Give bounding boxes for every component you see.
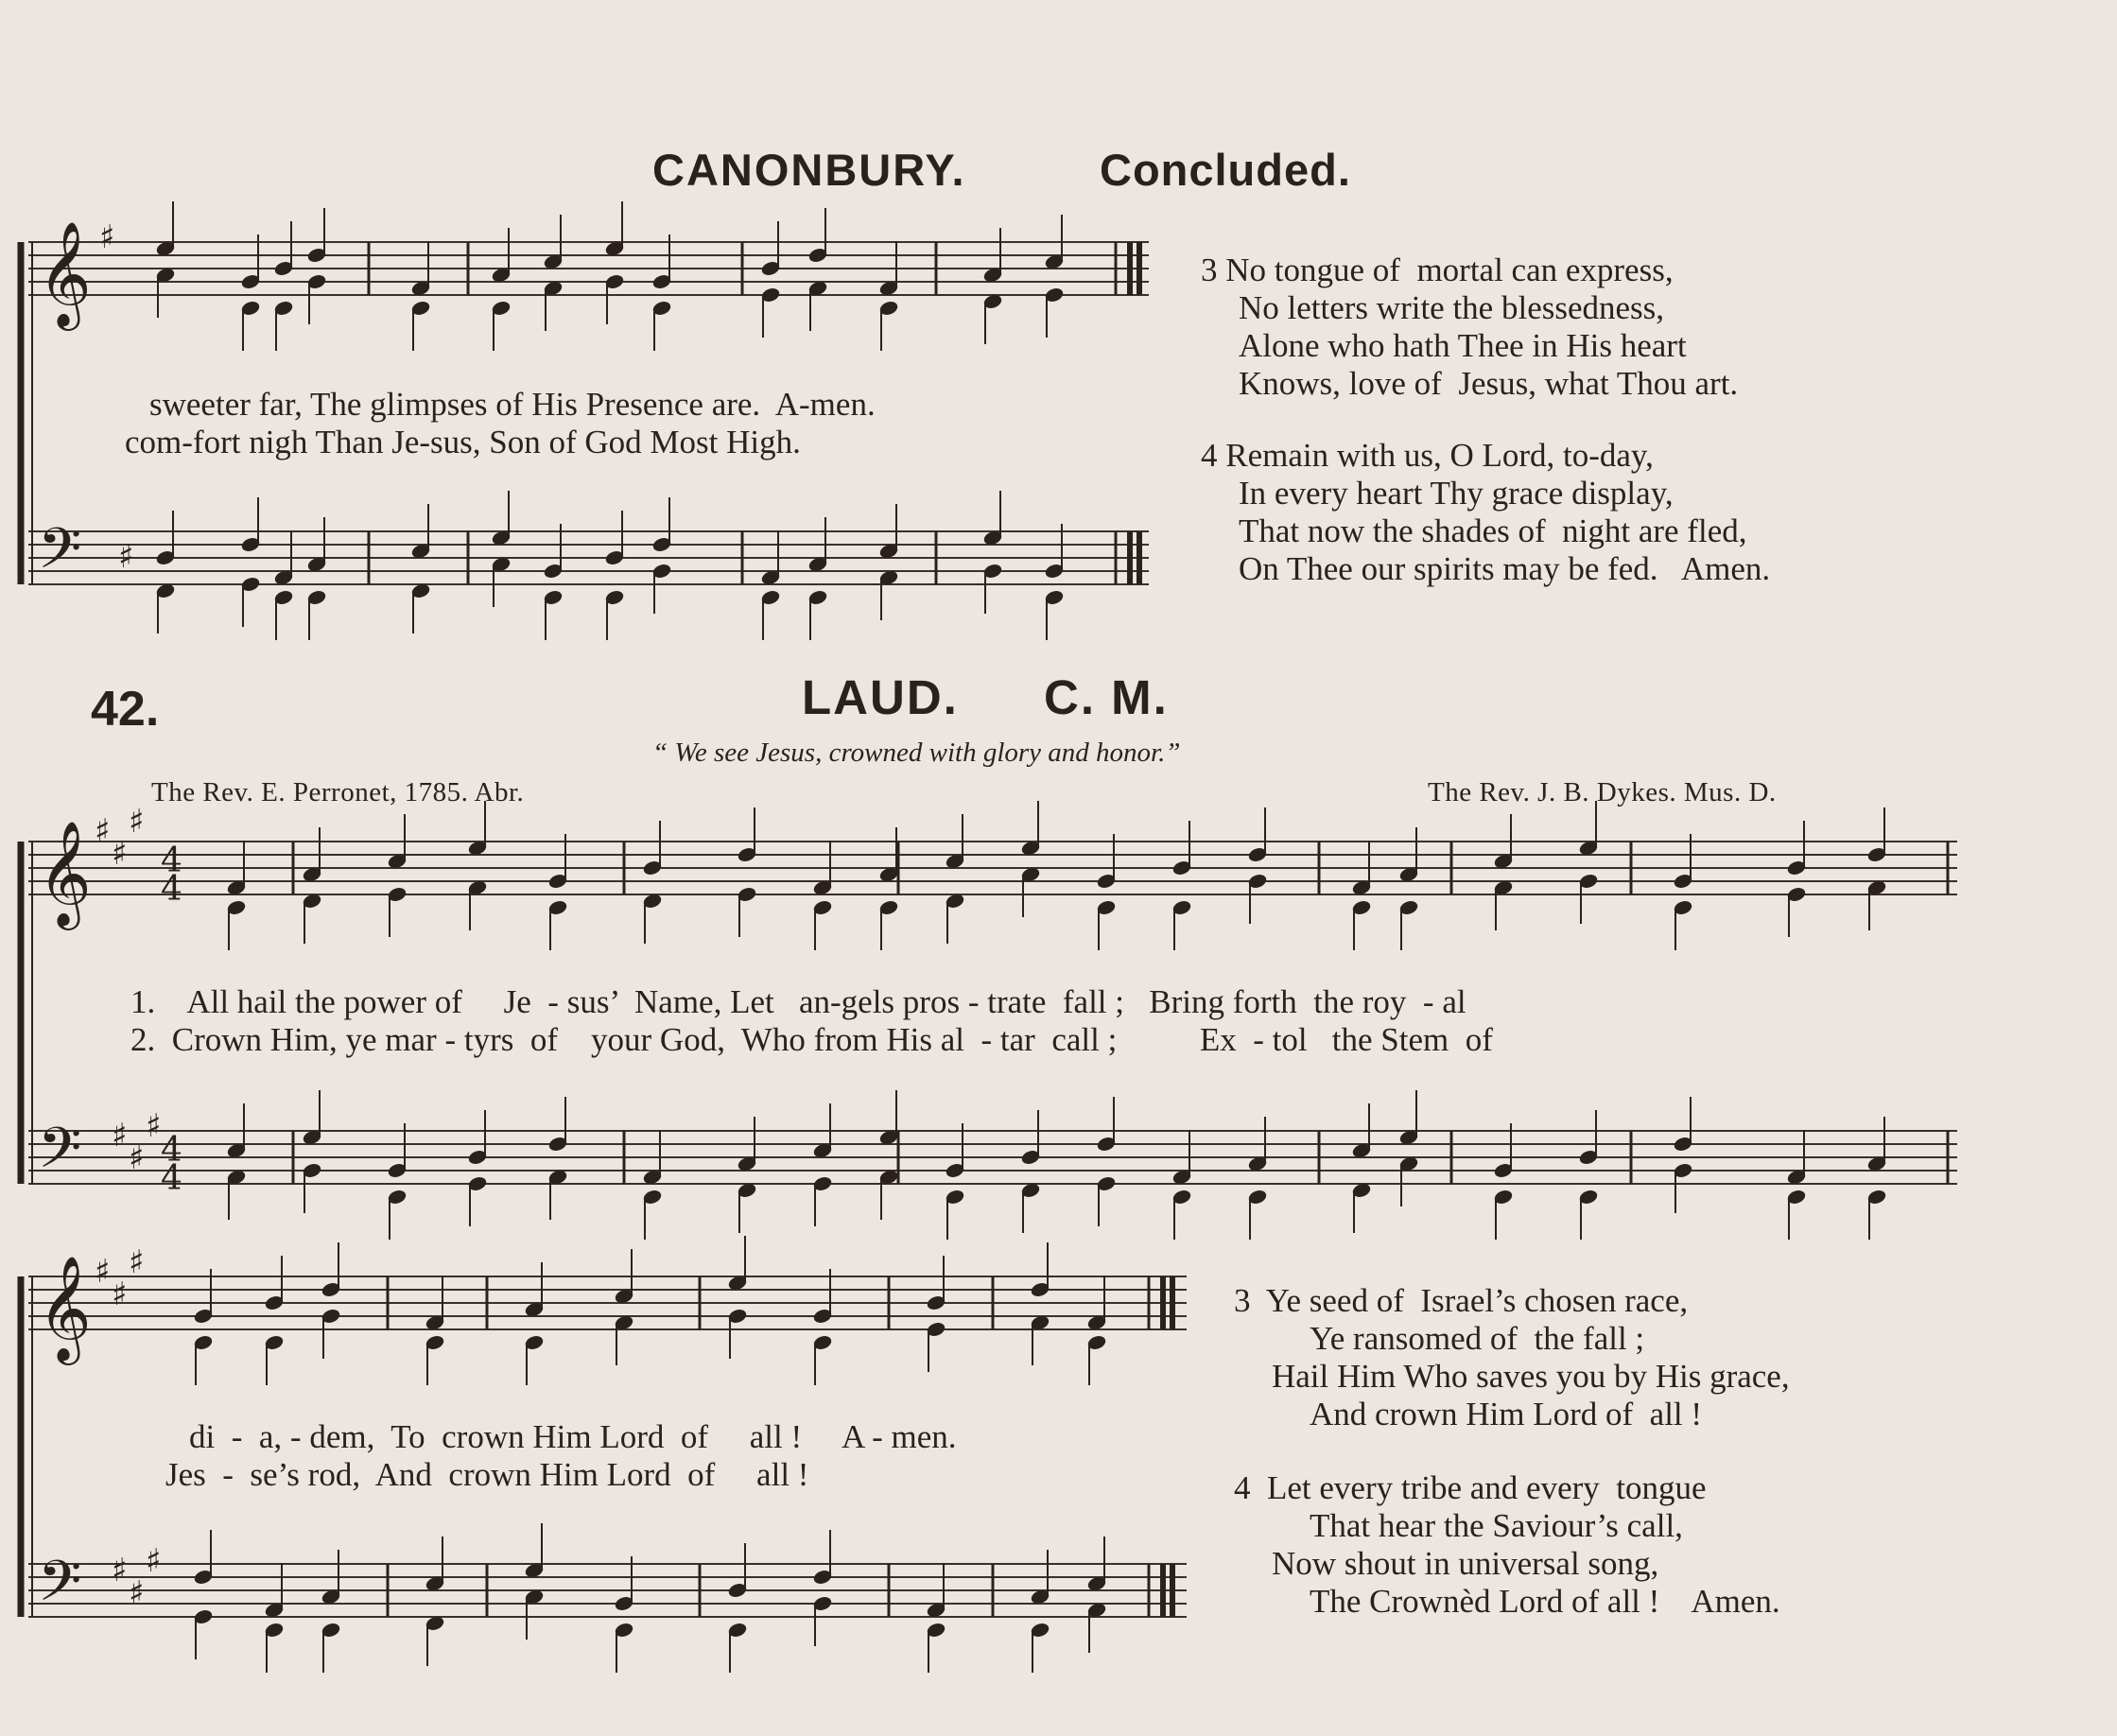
laud-lyric-verse-1: 1. All hail the power of Je - sus’ Name, Let an-gels pros - trate fall ; Bring forth the roy - al — [130, 983, 1466, 1020]
sharp-icon: ♯ — [95, 812, 111, 850]
verse-line: Hail Him Who saves you by His grace, — [1272, 1358, 1790, 1395]
hymn-title-laud: LAUD. — [802, 670, 959, 724]
verse-line: Alone who hath Thee in His heart — [1239, 327, 1687, 364]
verse-line: No letters write the blessedness, — [1239, 289, 1665, 326]
bar-lines — [21, 242, 1948, 1617]
staff-lines — [28, 242, 1957, 1617]
hymn-author: The Rev. E. Perronet, 1785. Abr. — [151, 777, 525, 807]
verse-line: 3 Ye seed of Israel’s chosen race, — [1234, 1282, 1689, 1319]
sharp-icon: ♯ — [112, 1117, 128, 1154]
verse-line: The Crownèd Lord of all ! Amen. — [1310, 1583, 1780, 1620]
sharp-icon: ♯ — [129, 803, 145, 841]
time-signature-top: 4 — [161, 842, 182, 880]
verse-line: That hear the Saviour’s call, — [1310, 1507, 1683, 1544]
laud-lyric-verse-2: 2. Crown Him, ye mar - tyrs of your God, Who from His al - tar call ; Ex - tol the Stem of — [130, 1021, 1493, 1058]
sharp-icon: ♯ — [146, 1542, 162, 1580]
clef-icon: 𝄢 — [38, 1548, 82, 1627]
sharp-icon: ♯ — [118, 538, 134, 576]
verse-line: On Thee our spirits may be fed. Amen. — [1239, 550, 1771, 587]
hymn-motto: “ We see Jesus, crowned with glory and honor.” — [652, 738, 1181, 768]
hymn-title-canonbury: CANONBURY. — [652, 145, 966, 195]
canonbury-lyric-line-2: com-fort nigh Than Je-sus, Son of God Most High. — [125, 424, 801, 460]
canonbury-lyric-line-1: sweeter far, The glimpses of His Presence are. A-men. — [149, 386, 876, 423]
sharp-icon: ♯ — [129, 1243, 145, 1281]
verse-line: 4 Remain with us, O Lord, to-day, — [1201, 437, 1654, 474]
sharp-icon: ♯ — [99, 218, 115, 256]
laud-lyric-verse-2-end: Jes - se’s rod, And crown Him Lord of all ! — [165, 1456, 809, 1493]
laud-lyric-verse-1-end: di - a, - dem, To crown Him Lord of all ! A - men. — [189, 1418, 957, 1455]
clef-icon: 𝄞 — [38, 1255, 92, 1361]
sharp-icon: ♯ — [129, 1139, 145, 1177]
sharp-icon: ♯ — [112, 1552, 128, 1589]
time-signature-bottom: 4 — [161, 870, 182, 909]
clef-icon: 𝄞 — [38, 820, 92, 926]
sharp-icon: ♯ — [112, 835, 128, 873]
clef-icon: 𝄞 — [38, 220, 92, 326]
hymn-subtitle-concluded: Concluded. — [1100, 145, 1351, 195]
sharp-icon: ♯ — [129, 1574, 145, 1612]
verse-line: In every heart Thy grace display, — [1239, 475, 1674, 512]
sharp-icon: ♯ — [146, 1107, 162, 1145]
sharp-icon: ♯ — [95, 1253, 111, 1291]
clef-icon: 𝄢 — [38, 1115, 82, 1194]
verse-line: 4 Let every tribe and every tongue — [1234, 1469, 1707, 1506]
verse-line: And crown Him Lord of all ! — [1310, 1396, 1703, 1432]
hymn-meter: C. M. — [1044, 670, 1169, 724]
verse-line: Now shout in universal song, — [1272, 1545, 1659, 1582]
clef-icon: 𝄢 — [38, 515, 82, 595]
verse-line: That now the shades of night are fled, — [1239, 512, 1747, 549]
sharp-icon: ♯ — [112, 1276, 128, 1313]
hymn-composer: The Rev. J. B. Dykes. Mus. D. — [1428, 777, 1777, 807]
time-signature-top: 4 — [161, 1131, 182, 1170]
verse-line: Knows, love of Jesus, what Thou art. — [1239, 365, 1739, 402]
verse-line: Ye ransomed of the fall ; — [1310, 1320, 1645, 1357]
note-heads — [155, 201, 1886, 1673]
verse-line: 3 No tongue of mortal can express, — [1201, 252, 1674, 288]
time-signature-bottom: 4 — [161, 1159, 182, 1198]
clef-glyphs — [38, 218, 182, 1627]
hymn-number: 42. — [91, 682, 160, 737]
